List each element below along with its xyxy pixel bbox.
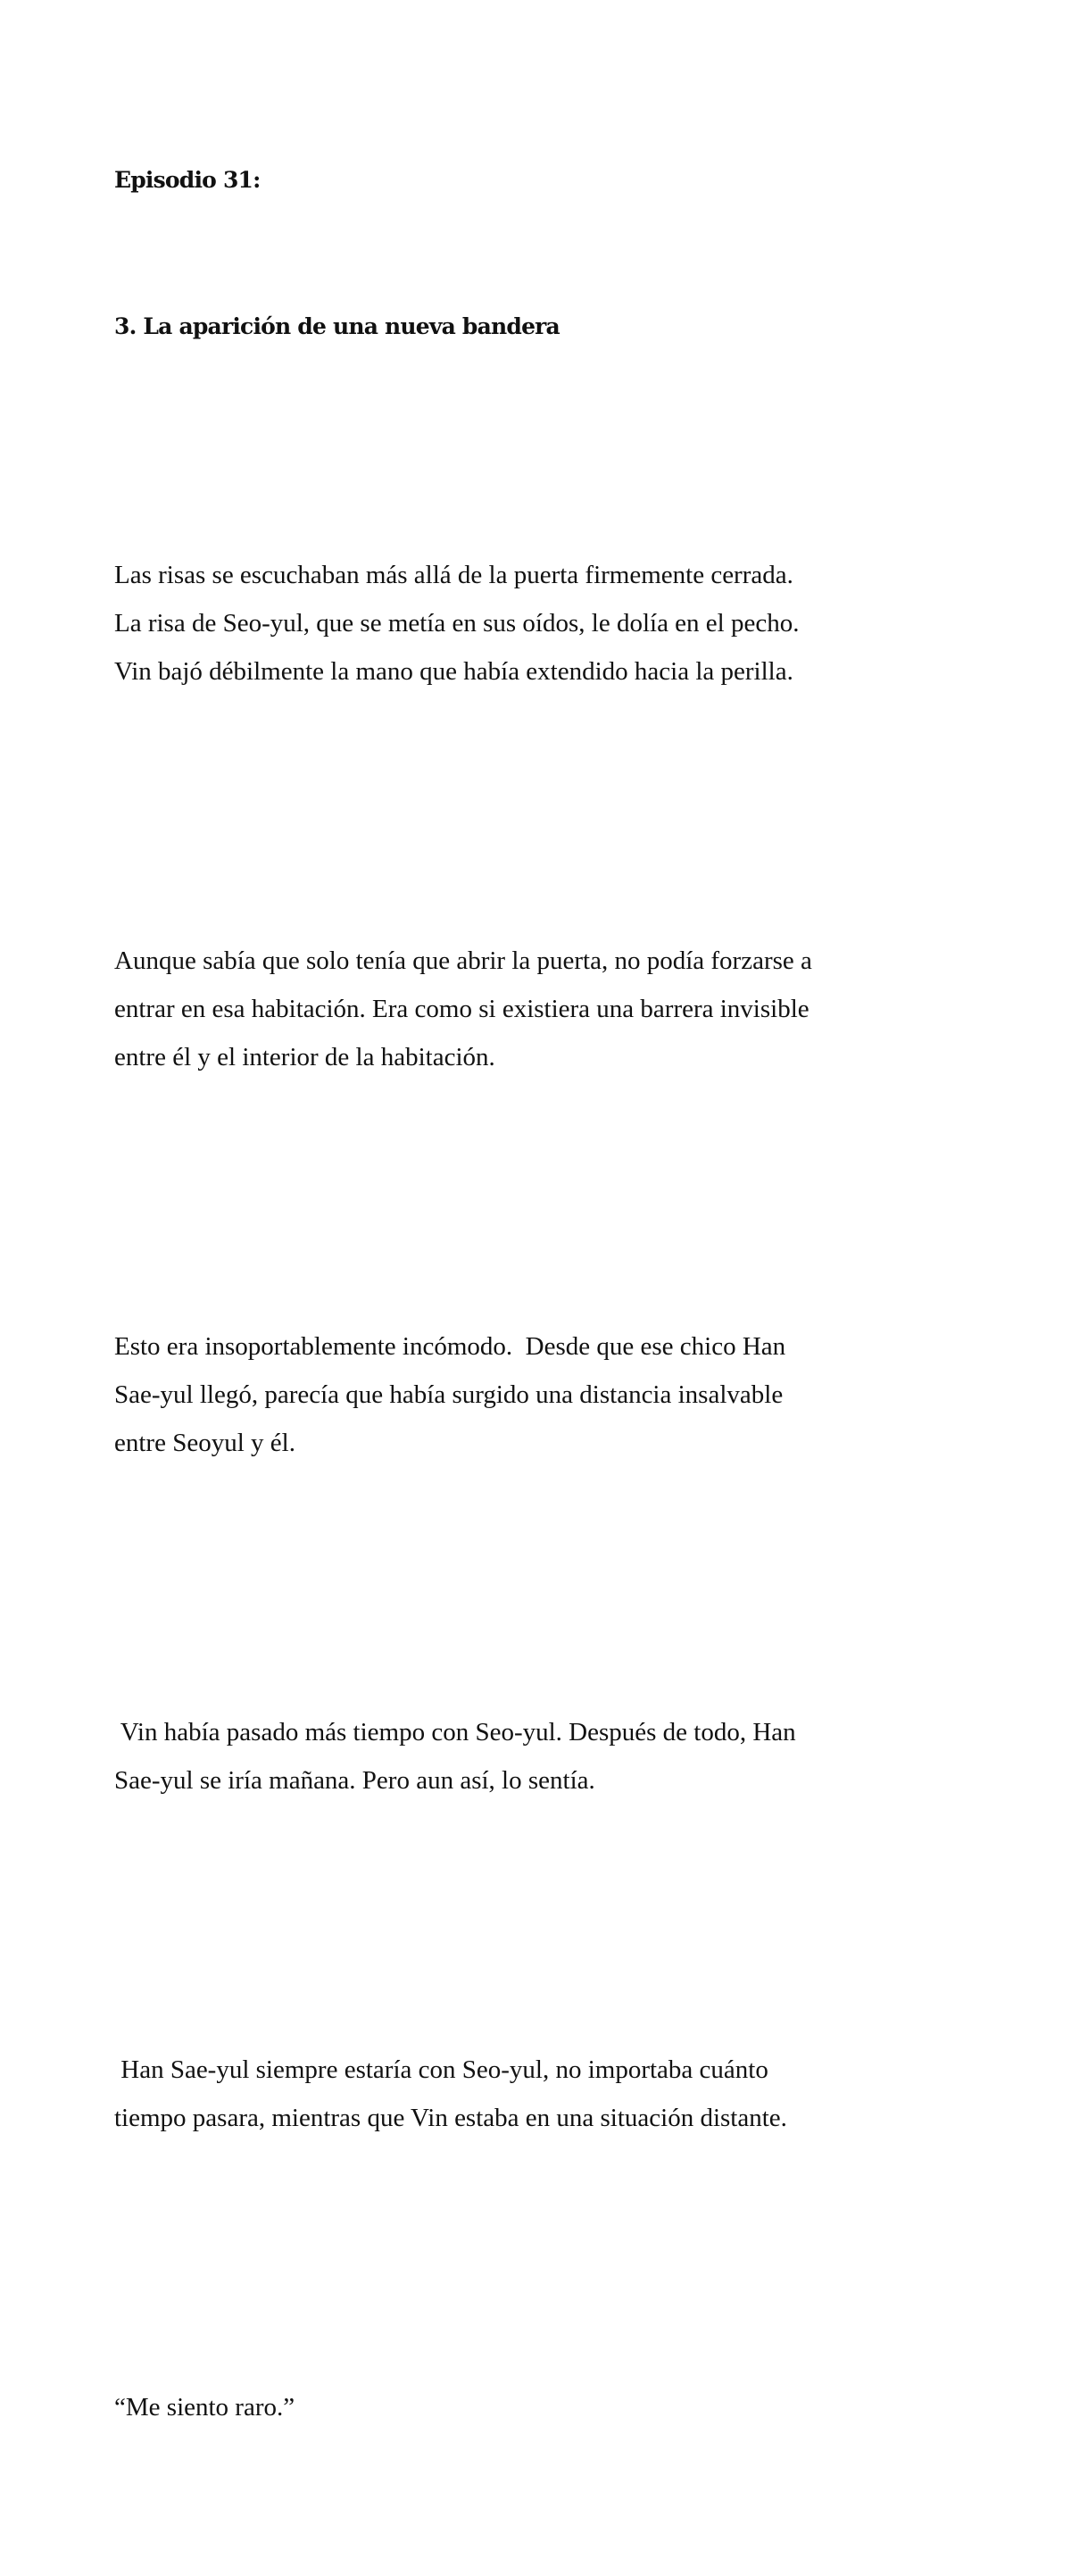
text-line: Esto era insoportablemente incómodo. Desde que ese chico Han bbox=[114, 1332, 786, 1361]
text-line: entre Seoyul y él. bbox=[114, 1429, 295, 1457]
paragraph bbox=[114, 1612, 971, 1901]
text-line: Aunque sabía que solo tenía que abrir la puerta, no podía forzarse a bbox=[114, 946, 812, 975]
text-line: entre él y el interior de la habitación. bbox=[114, 1043, 495, 1071]
episode-title: Episodio 31: bbox=[114, 167, 261, 193]
text-line: Las risas se escuchaban más allá de la puerta firmemente cerrada. bbox=[114, 561, 793, 589]
text-line: “Me siento raro.” bbox=[114, 2393, 295, 2422]
paragraph bbox=[114, 840, 971, 1178]
paragraph bbox=[114, 454, 971, 792]
text-line: La risa de Seo-yul, que se metía en sus oídos, le dolía en el pecho. bbox=[114, 609, 800, 638]
paragraph bbox=[114, 1226, 971, 1563]
text-line: tiempo pasara, mientras que Vin estaba en una situación distante. bbox=[114, 2104, 787, 2132]
text-line: Sae-yul llegó, parecía que había surgido una distancia insalvable bbox=[114, 1380, 784, 1409]
text-line: Vin había pasado más tiempo con Seo-yul. Después de todo, Han bbox=[114, 1718, 796, 1747]
text-line: entrar en esa habitación. Era como si existiera una barrera invisible bbox=[114, 995, 809, 1023]
text-line: Sae-yul se iría mañana. Pero aun así, lo sentía. bbox=[114, 1766, 595, 1795]
text-line: Vin bajó débilmente la mano que había extendido hacia la perilla. bbox=[114, 657, 793, 686]
body-text bbox=[114, 454, 971, 2576]
paragraph bbox=[114, 1949, 971, 2238]
text-line: Han Sae-yul siempre estaría con Seo-yul, no importaba cuánto bbox=[114, 2055, 768, 2084]
chapter-title: 3. La aparición de una nueva bandera bbox=[114, 313, 560, 339]
dialogue-paragraph bbox=[114, 2287, 971, 2528]
